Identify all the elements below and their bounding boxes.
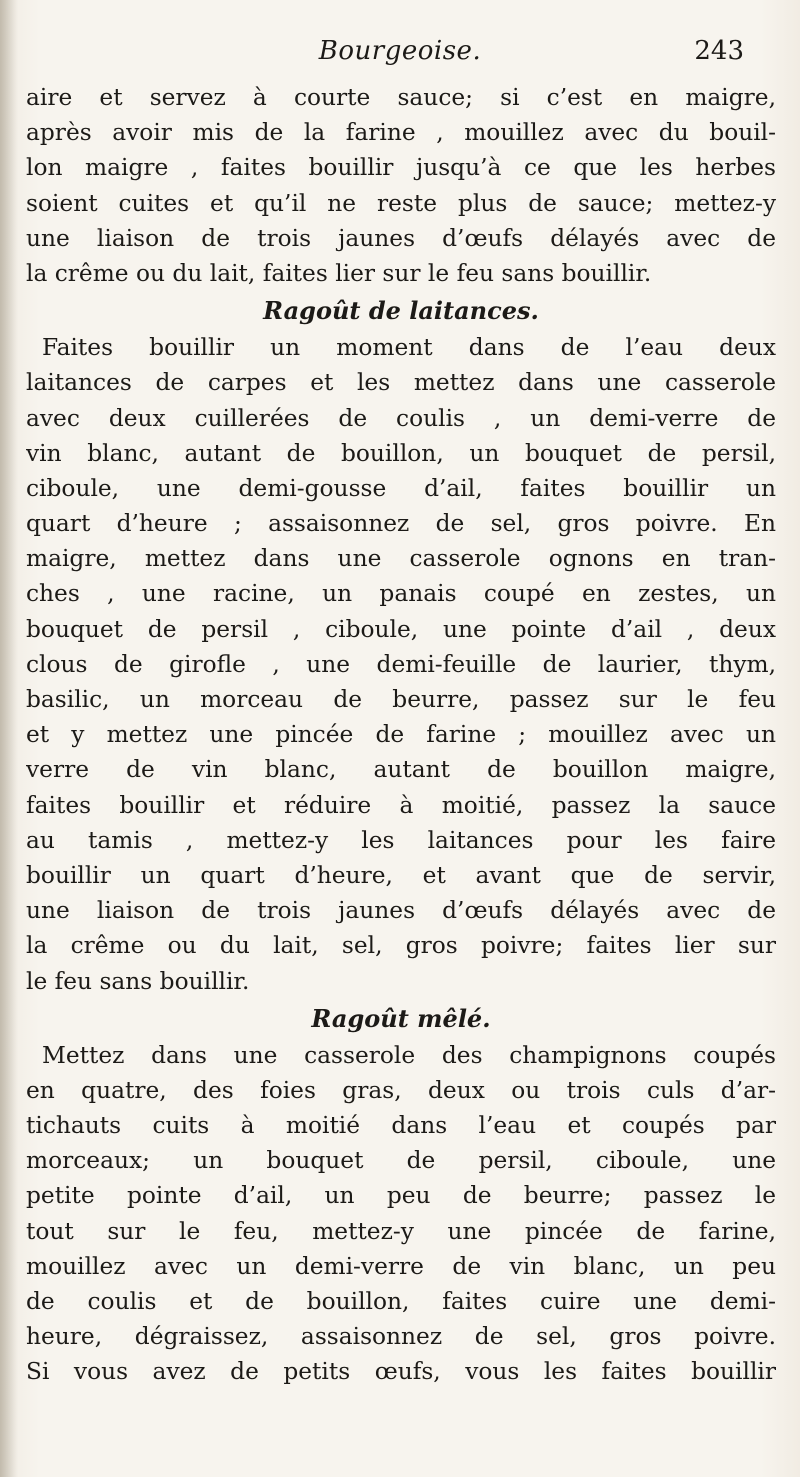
text-line: une liaison de trois jaunes d’œufs délayés avec de: [26, 897, 776, 925]
text-line: mouillez avec un demi-verre de vin blanc, un peu: [26, 1252, 776, 1280]
recipe-heading: Ragoût de laitances.: [263, 296, 539, 326]
text-line: clous de girofle , une demi-feuille de laurier, thym,: [26, 650, 776, 678]
text-line: basilic, un morceau de beurre, passez sur le feu: [26, 686, 776, 713]
text-line: morceaux; un bouquet de persil, ciboule, une: [26, 1147, 776, 1175]
text-line: tichauts cuits à moitié dans l’eau et coupés par: [26, 1112, 776, 1140]
text-line: en quatre, des foies gras, deux ou trois culs d’ar-: [26, 1076, 776, 1104]
text-line: aire et servez à courte sauce; si c’est en maigre,: [26, 84, 776, 111]
text-line: verre de vin blanc, autant de bouillon maigre,: [26, 756, 776, 784]
recipe-heading: Ragoût mêlé.: [311, 1003, 491, 1033]
text-line: après avoir mis de la farine , mouillez avec du bouil-: [26, 119, 776, 147]
binding-gutter-shadow: [0, 0, 18, 1477]
text-line: Mettez dans une casserole des champignons coupés: [42, 1041, 776, 1069]
text-line: ches , une racine, un panais coupé en zestes, un: [26, 580, 776, 608]
page-number: 243: [694, 36, 744, 66]
page-header: [0, 36, 800, 76]
text-line: petite pointe d’ail, un peu de beurre; passez le: [26, 1182, 776, 1210]
text-line: de coulis et de bouillon, faites cuire une demi-: [26, 1288, 776, 1315]
text-line: maigre, mettez dans une casserole ognons en tran-: [26, 545, 776, 573]
text-line: bouillir un quart d’heure, et avant que de servir,: [26, 861, 776, 889]
text-line: et y mettez une pincée de farine ; mouillez avec un: [26, 721, 776, 749]
text-line: Si vous avez de petits œufs, vous les faites bouillir: [26, 1358, 776, 1386]
text-line: vin blanc, autant de bouillon, un bouquet de persil,: [26, 439, 776, 467]
text-line: heure, dégraissez, assaisonnez de sel, gros poivre.: [26, 1323, 776, 1351]
text-line: au tamis , mettez-y les laitances pour les faire: [26, 826, 776, 854]
text-line: lon maigre , faites bouillir jusqu’à ce que les herbes: [26, 154, 776, 182]
text-line: quart d’heure ; assaisonnez de sel, gros poivre. En: [26, 510, 776, 538]
text-line: bouquet de persil , ciboule, une pointe d’ail , deux: [26, 615, 776, 643]
text-line: la crême ou du lait, faites lier sur le feu sans bouillir.: [26, 259, 652, 287]
text-line: le feu sans bouillir.: [26, 967, 250, 995]
text-line: ciboule, une demi-gousse d’ail, faites bouillir un: [26, 474, 776, 502]
running-title: Bourgeoise.: [318, 36, 482, 66]
text-line: tout sur le feu, mettez-y une pincée de farine,: [26, 1217, 776, 1245]
body-text: [26, 80, 776, 1390]
text-line: la crême ou du lait, sel, gros poivre; faites lier sur: [26, 932, 776, 960]
text-line: soient cuites et qu’il ne reste plus de sauce; mettez-y: [26, 189, 776, 217]
text-line: Faites bouillir un moment dans de l’eau deux: [42, 334, 776, 362]
text-line: une liaison de trois jaunes d’œufs délayés avec de: [26, 224, 776, 252]
text-line: avec deux cuillerées de coulis , un demi-verre de: [26, 404, 776, 432]
text-line: faites bouillir et réduire à moitié, passez la sauce: [26, 791, 776, 819]
text-line: laitances de carpes et les mettez dans une casserole: [26, 369, 776, 397]
